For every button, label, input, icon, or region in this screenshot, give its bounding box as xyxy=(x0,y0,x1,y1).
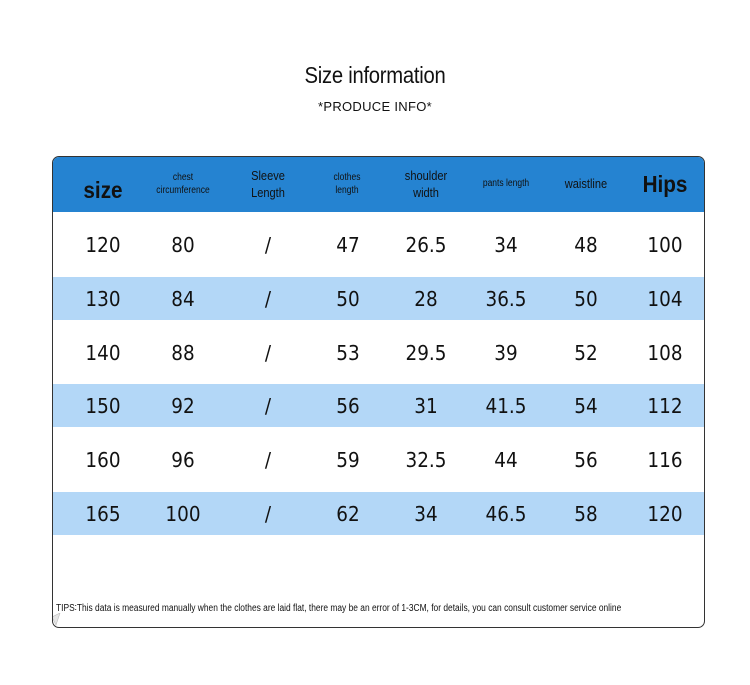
cell-clothes: 56 xyxy=(336,393,360,418)
table-row xyxy=(53,438,704,481)
cell-pants: 36.5 xyxy=(485,286,527,311)
corner-fold-icon xyxy=(52,613,68,628)
cell-hips: 112 xyxy=(647,393,683,418)
cell-size: 130 xyxy=(85,286,121,311)
table-row xyxy=(53,492,704,535)
cell-clothes: 47 xyxy=(336,232,360,257)
cell-hips: 108 xyxy=(647,340,683,365)
cell-hips: 104 xyxy=(647,286,683,311)
cell-size: 165 xyxy=(85,501,121,526)
cell-clothes: 59 xyxy=(336,447,360,472)
tips-note: TIPS∶This data is measured manually when the clothes are laid flat, there may be an error of 1-3CM, for details, you can consult customer service online xyxy=(56,603,622,614)
cell-chest: 80 xyxy=(171,232,195,257)
cell-size: 140 xyxy=(85,340,121,365)
header-size: size xyxy=(83,177,123,204)
header-sleeve: Sleeve Length xyxy=(251,168,285,200)
cell-waist: 56 xyxy=(574,447,598,472)
cell-pants: 34 xyxy=(494,232,518,257)
cell-shoulder: 28 xyxy=(414,286,438,311)
cell-chest: 92 xyxy=(171,393,195,418)
table-header xyxy=(53,157,704,212)
cell-shoulder: 32.5 xyxy=(405,447,447,472)
cell-sleeve: / xyxy=(264,286,272,311)
cell-waist: 48 xyxy=(574,232,598,257)
cell-waist: 50 xyxy=(574,286,598,311)
cell-sleeve: / xyxy=(264,501,272,526)
cell-shoulder: 34 xyxy=(414,501,438,526)
cell-hips: 116 xyxy=(647,447,683,472)
cell-size: 160 xyxy=(85,447,121,472)
cell-clothes: 50 xyxy=(336,286,360,311)
cell-pants: 39 xyxy=(494,340,518,365)
cell-shoulder: 26.5 xyxy=(405,232,447,257)
header-waistline: waistline xyxy=(564,176,608,192)
table-row xyxy=(53,384,704,427)
cell-chest: 100 xyxy=(165,501,201,526)
cell-sleeve: / xyxy=(264,393,272,418)
page-subtitle: *PRODUCE INFO* xyxy=(318,99,432,114)
table-row xyxy=(53,277,704,320)
cell-size: 120 xyxy=(85,232,121,257)
cell-clothes: 62 xyxy=(336,501,360,526)
cell-chest: 88 xyxy=(171,340,195,365)
size-table xyxy=(52,156,705,628)
header-chest: chest circumference xyxy=(156,172,210,196)
cell-pants: 41.5 xyxy=(485,393,527,418)
cell-pants: 46.5 xyxy=(485,501,527,526)
header-pants-length: pants length xyxy=(482,178,530,190)
cell-hips: 100 xyxy=(647,232,683,257)
cell-waist: 58 xyxy=(574,501,598,526)
table-row xyxy=(53,223,704,266)
cell-chest: 84 xyxy=(171,286,195,311)
cell-waist: 52 xyxy=(574,340,598,365)
cell-waist: 54 xyxy=(574,393,598,418)
cell-hips: 120 xyxy=(647,501,683,526)
cell-chest: 96 xyxy=(171,447,195,472)
header-hips: Hips xyxy=(642,171,688,198)
table-row xyxy=(53,331,704,374)
cell-sleeve: / xyxy=(264,340,272,365)
cell-sleeve: / xyxy=(264,447,272,472)
cell-size: 150 xyxy=(85,393,121,418)
cell-sleeve: / xyxy=(264,232,272,257)
cell-pants: 44 xyxy=(494,447,518,472)
header-shoulder: shoulder width xyxy=(404,168,448,200)
page-title: Size information xyxy=(304,62,446,88)
cell-shoulder: 29.5 xyxy=(405,340,447,365)
header-clothes-length: clothes length xyxy=(333,172,361,196)
cell-shoulder: 31 xyxy=(414,393,438,418)
cell-clothes: 53 xyxy=(336,340,360,365)
